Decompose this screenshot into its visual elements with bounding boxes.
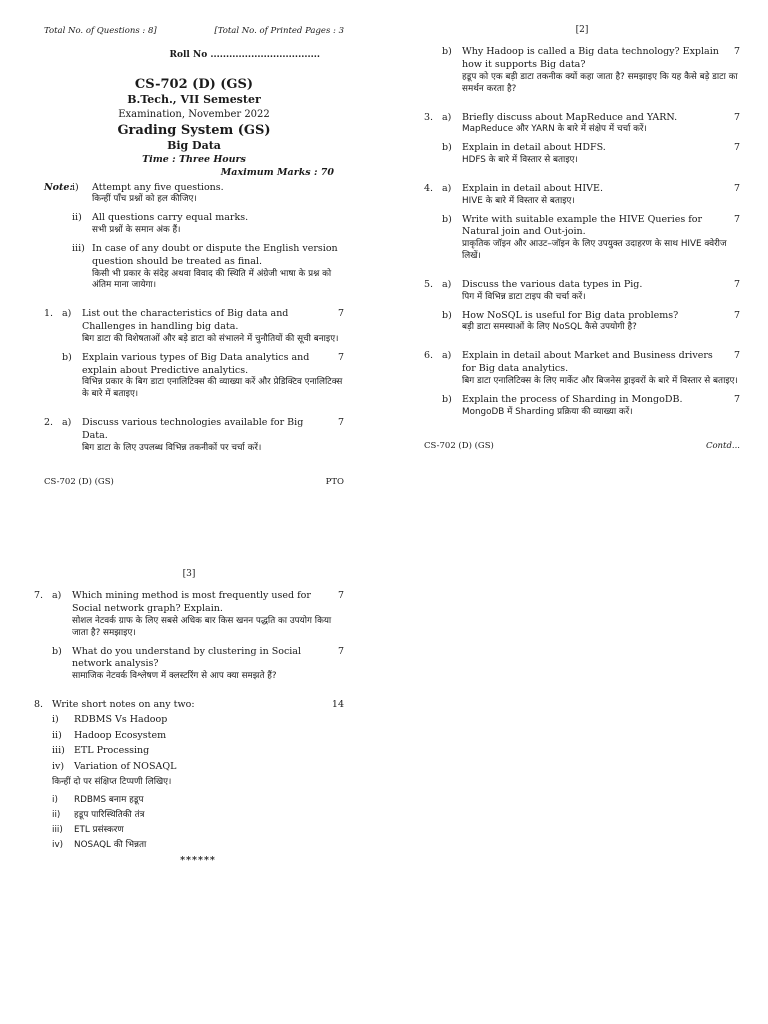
instruction-number: iii) [72,242,85,254]
question-text-hi: प्राकृतिक जॉइन और आउट–जॉइन के लिए उपयुक्त उदाहरण के साथ HIVE क्वेरीज लिखें। [462,239,727,262]
footer-pto: PTO [325,476,344,487]
total-pages: [Total No. of Printed Pages : 3 [214,26,344,36]
question-text-hi: बड़ी डाटा समस्याओं के लिए NoSQL कैसे उपयोगी है? [462,322,637,333]
question-text-en: Write with suitable example the HIVE Queries for Natural join and Out-join. [462,213,703,238]
item-text: हडूप पारिस्थितिकी तंत्र [74,809,145,820]
paper-code: CS-702 (D) (GS) [134,76,254,92]
list-item [52,795,344,807]
subject-title: Big Data [167,139,221,153]
question-text-hi: सोशल नेटवर्क ग्राफ के लिए सबसे अधिक बार किस खनन पद्धति का उपयोग किया जाता है? समझाइए। [72,615,332,638]
list-item [52,714,344,727]
question-marks: 7 [733,278,740,290]
exam-time: Time : Three Hours [142,153,246,165]
question-number: 4. [424,182,434,194]
question-text-en: Discuss various technologies available for Big Data. [82,417,304,441]
question-text-en: Discuss the various data types in Pig. [462,278,643,290]
item-number: ii) [52,809,61,820]
question-number: 6. [424,350,434,362]
question-marks: 7 [733,350,740,362]
question-number: 3. [424,111,434,123]
total-questions: Total No. of Questions : 8] [44,26,157,36]
note-label: Note: [44,181,73,193]
page-2 [424,24,740,452]
part-label: b) [442,142,452,154]
roll-number: Roll No ................................... [169,50,320,61]
instruction-number: i) [72,181,79,193]
question-marks: 7 [337,590,344,602]
question-text-en: What do you understand by clustering in Social network analysis? [72,645,302,670]
question-text-hi: किन्हीं दो पर संक्षिप्त टिप्पणी लिखिए। [52,777,172,788]
instruction-item [72,212,344,237]
question-text-en: Explain the process of Sharding in MongoDB. [462,393,683,405]
page-footer [424,441,740,452]
instruction-en: Attempt any five questions. [92,181,224,193]
part-label: a) [442,278,452,290]
question-7 [34,590,344,689]
page-number: [3] [182,569,196,579]
instruction-en: All questions carry equal marks. [92,212,249,224]
question-2-continued [424,46,740,101]
list-item [52,730,344,743]
list-item [52,825,344,837]
question-part [52,590,344,639]
course-name: B.Tech., VII Semester [127,93,261,107]
question-part [442,394,740,419]
list-item [52,745,344,758]
question-number: 5. [424,278,434,290]
question-text-en: Which mining method is most frequently used for Social network graph? Explain. [72,590,311,614]
question-text-en: How NoSQL is useful for Big data problems? [462,309,679,321]
question-text-en: Explain in detail about HIVE. [462,182,603,194]
exam-session: Examination, November 2022 [118,109,270,120]
question-text-en: Why Hadoop is called a Big data technology? Explain how it supports Big data? [462,46,719,70]
question-8 [34,699,344,868]
question-marks: 7 [733,182,740,194]
part-label: b) [62,351,72,363]
instruction-number: ii) [72,212,82,224]
part-label: b) [52,645,62,657]
question-text-hi: बिग डाटा के लिए उपलब्ध विभिन्न तकनीकों पर चर्चा करें। [82,442,262,453]
maximum-marks: Maximum Marks : 70 [220,166,334,178]
part-label: a) [442,111,452,123]
question-text-hi: MongoDB में Sharding प्रक्रिया की व्याख्या करें। [462,406,633,417]
question-text-hi: विभिन्न प्रकार के बिग डाटा एनालिटिक्स की व्याख्या करें और प्रेडिक्टिव एनालिटिक्स के बारे में बताइए। [82,377,343,400]
instruction-item [72,243,344,292]
footer-paper-code: CS-702 (D) (GS) [44,476,114,487]
question-part [442,310,740,335]
question-number: 7. [34,590,44,602]
instructions [44,182,344,299]
item-number: i) [52,713,59,725]
question-number: 8. [34,699,44,711]
question-marks: 7 [337,351,344,363]
question-part [442,350,740,388]
item-text: Variation of NOSAQL [74,761,177,773]
item-text: RDBMS Vs Hadoop [74,713,168,725]
question-part [442,214,740,263]
question-marks: 7 [733,46,740,58]
list-item [52,761,344,774]
page-1 [44,26,344,488]
item-text: Hadoop Ecosystem [74,729,167,741]
question-number: 1. [44,308,54,320]
grading-system: Grading System (GS) [117,122,271,138]
item-number: ii) [52,729,62,741]
question-part [442,142,740,167]
question-text-hi: सामाजिक नेटवर्क विश्लेषण में क्लस्टरिंग से आप क्या समझते हैं? [72,671,277,682]
part-label: b) [442,309,452,321]
instruction-hi: किसी भी प्रकार के संदेह अथवा विवाद की स्थिति में अंग्रेजी भाषा के प्रश्न को अंतिम माना जायेगा। [92,268,332,291]
short-note-list-hi [52,795,344,852]
part-label: b) [442,46,452,58]
instruction-item [72,182,344,207]
question-part [62,308,344,346]
question-marks: 7 [733,393,740,405]
item-number: i) [52,794,58,805]
item-text: ETL Processing [74,745,150,757]
question-marks: 14 [331,699,344,711]
question-text-en: Explain in detail about Market and Business drivers for Big data analytics. [462,350,713,375]
question-text-hi: हडूप को एक बड़ी डाटा तकनीक क्यों कहा जाता है? समझाइए कि यह कैसे बड़े डाटा का समर्थन करता है? [462,71,738,94]
part-label: a) [442,182,452,194]
question-part [442,279,740,304]
question-marks: 7 [733,309,740,321]
question-2 [44,417,344,461]
part-label: a) [52,590,62,602]
part-label: a) [62,417,72,429]
item-number: iv) [52,839,64,850]
question-text-en: Explain various types of Big Data analytics and explain about Predictive analytics. [82,351,310,376]
question-part [52,646,344,684]
part-label: a) [62,308,72,320]
list-item [52,810,344,822]
question-text-hi: बिग डाटा एनालिटिक्स के लिए मार्केट और बिजनेस ड्राइवरों के बारे में विस्तार से बताइए। [462,375,738,386]
list-item [52,840,344,852]
question-text-en: List out the characteristics of Big data and Challenges in handling big data. [82,308,289,333]
item-number: iii) [52,745,65,757]
question-3 [424,112,740,173]
question-6 [424,350,740,424]
question-part [442,46,740,95]
part-label: b) [442,213,452,225]
part-label: b) [442,393,452,405]
question-number: 2. [44,417,54,429]
item-text: ETL प्रसंस्करण [74,824,124,835]
question-text-hi: MapReduce और YARN के बारे में संक्षेप में चर्चा करें। [462,124,647,135]
question-text-en: Briefly discuss about MapReduce and YARN. [462,111,678,123]
page-header [44,26,344,37]
short-note-list-en [52,714,344,774]
end-of-paper-mark: ****** [180,855,216,867]
question-text-hi: HIVE के बारे में विस्तार से बताइए। [462,195,575,206]
question-5 [424,279,740,340]
footer-contd: Contd... [705,440,740,451]
question-1 [44,308,344,407]
question-part [442,112,740,137]
question-marks: 7 [733,142,740,154]
question-part [442,183,740,208]
item-text: RDBMS बनाम हडूप [74,794,144,805]
page-number: [2] [575,25,589,35]
page-footer [44,477,344,488]
item-number: iii) [52,824,63,835]
item-text: NOSAQL की भिन्नता [74,839,147,850]
question-part [62,417,344,455]
question-part [62,352,344,401]
instruction-en: In case of any doubt or dispute the English version question should be treated as final. [92,242,338,267]
item-number: iv) [52,761,65,773]
question-text-en: Write short notes on any two: [52,699,195,711]
instruction-hi: सभी प्रश्नों के समान अंक हैं। [92,225,181,236]
footer-paper-code: CS-702 (D) (GS) [424,440,494,451]
question-4 [424,183,740,269]
question-text-en: Explain in detail about HDFS. [462,142,606,154]
part-label: a) [442,350,452,362]
question-marks: 7 [733,213,740,225]
question-marks: 7 [733,111,740,123]
question-marks: 7 [337,645,344,657]
question-marks: 7 [337,417,344,429]
question-text-hi: पिग में विभिन्न डाटा टाइप की चर्चा करें। [462,291,586,302]
question-text-hi: बिग डाटा की विशेषताओं और बड़े डाटा को संभालने में चुनौतियों की सूची बनाइए। [82,333,339,344]
question-marks: 7 [337,308,344,320]
question-text-hi: HDFS के बारे में विस्तार से बताइए। [462,155,578,166]
page-3 [34,568,344,868]
instruction-hi: किन्हीं पाँच प्रश्नों को हल कीजिए। [92,194,197,205]
